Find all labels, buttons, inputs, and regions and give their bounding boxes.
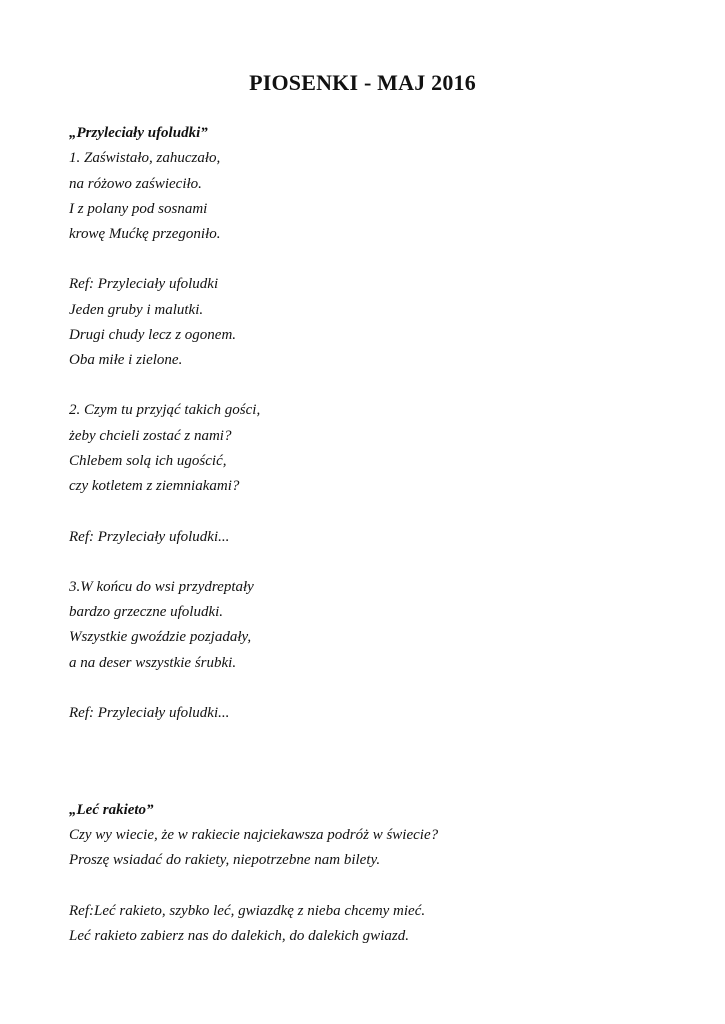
refrain-line: Drugi chudy lecz z ogonem. (69, 327, 237, 343)
lyric-line: I z polany pod sosnami (69, 201, 208, 217)
lyric-line: 3.W końcu do wsi przydreptały (69, 579, 254, 595)
lyric-line: czy kotletem z ziemniakami? (69, 478, 240, 494)
lyric-line: krowę Mućkę przegoniło. (69, 226, 221, 242)
song-title: „Przyleciały ufoludki” (69, 125, 208, 141)
lyric-line: a na deser wszystkie śrubki. (69, 655, 237, 671)
refrain-line: Oba miłe i zielone. (69, 352, 183, 368)
refrain-line: Ref: Przyleciały ufoludki (69, 276, 219, 292)
lyric-line: 2. Czym tu przyjąć takich gości, (69, 402, 261, 418)
refrain-line: Ref: Przyleciały ufoludki... (69, 705, 230, 721)
refrain-line: Ref: Przyleciały ufoludki... (69, 529, 230, 545)
refrain-line: Ref:Leć rakieto, szybko leć, gwiazdkę z nieba chcemy mieć. (69, 903, 426, 919)
page-title: PIOSENKI - MAJ 2016 (249, 70, 476, 95)
refrain-line: Jeden gruby i malutki. (69, 302, 204, 318)
lyric-line: Wszystkie gwoździe pozjadały, (69, 629, 252, 645)
lyric-line: bardzo grzeczne ufoludki. (69, 604, 224, 620)
lyric-line: Proszę wsiadać do rakiety, niepotrzebne nam bilety. (69, 852, 381, 868)
lyric-line: na różowo zaświeciło. (69, 176, 202, 192)
lyric-line: żeby chcieli zostać z nami? (69, 428, 232, 444)
refrain-line: Leć rakieto zabierz nas do dalekich, do dalekich gwiazd. (69, 928, 409, 944)
lyric-line: Chlebem solą ich ugościć, (69, 453, 227, 469)
lyric-line: Czy wy wiecie, że w rakiecie najciekawsza podróż w świecie? (69, 827, 439, 843)
lyric-line: 1. Zaświstało, zahuczało, (69, 150, 221, 166)
song-title: „Leć rakieto” (69, 802, 154, 818)
